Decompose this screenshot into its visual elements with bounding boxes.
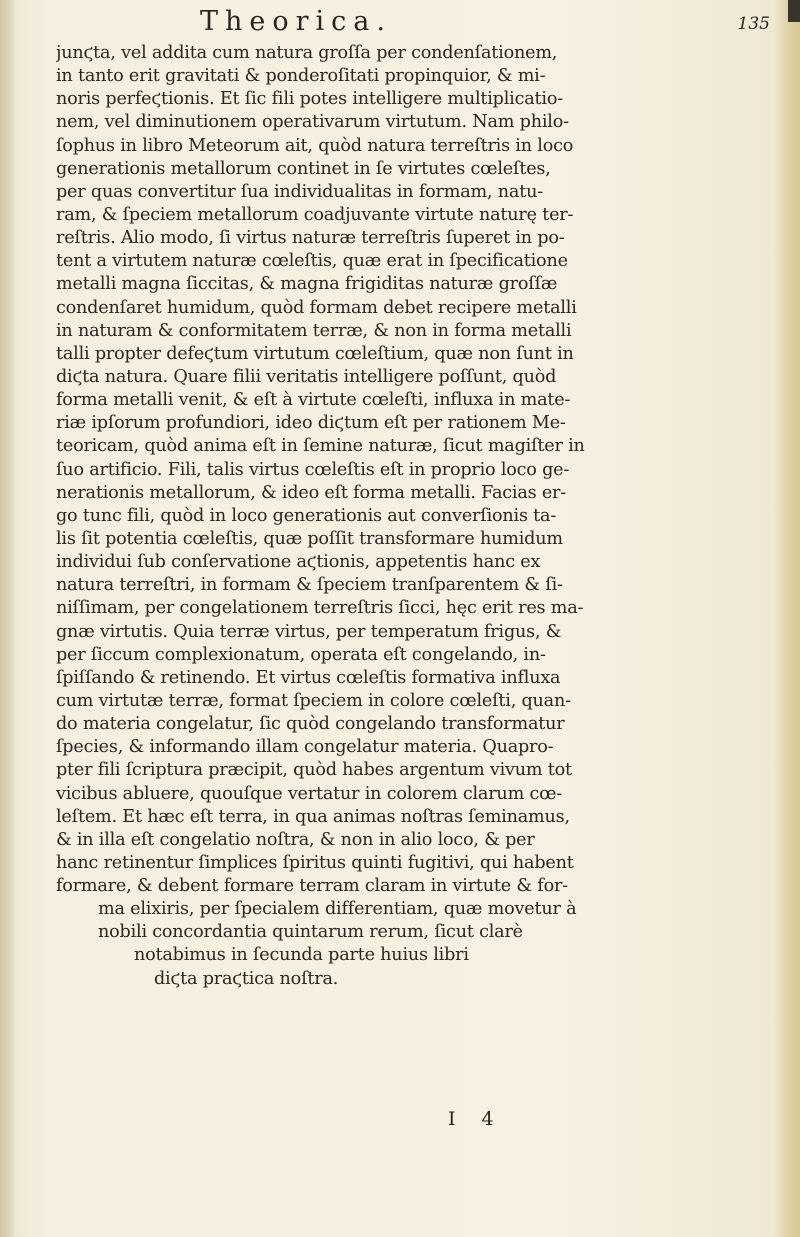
text-line: ma elixiris, per ſpecialem differentiam, quæ movetur à bbox=[98, 899, 577, 920]
text-line: noris perfeϛtionis. Et ſic fili potes intelligere multiplicatio- bbox=[56, 89, 563, 110]
text-line: per quas convertitur ſua individualitas in formam, natu- bbox=[56, 181, 543, 202]
text-line: metalli magna ſiccitas, & magna frigiditas naturæ groſſæ bbox=[56, 274, 558, 295]
text-line: per ſiccum complexionatum, operata eſt congelando, in- bbox=[56, 644, 546, 665]
text-line: hanc retinentur ſimplices ſpiritus quinti fugitivi, qui habent bbox=[56, 852, 574, 873]
text-line: ſpiſſando & retinendo. Et virtus cœleſtis formativa influxa bbox=[56, 667, 561, 688]
text-line: in tanto erit gravitati & ponderoſitati propinquior, & mi- bbox=[56, 66, 546, 87]
text-line: riæ ipſorum profundiori, ideo diϛtum eſt per rationem Me- bbox=[56, 413, 566, 434]
text-line: formare, & debent formare terram claram in virtute & for- bbox=[56, 876, 568, 897]
text-line: lis ſit potentia cœleſtis, quæ poſſit transformare humidum bbox=[56, 528, 563, 549]
text-line: do materia congelatur, ſic quòd congelando transformatur bbox=[56, 714, 565, 735]
text-line: nobili concordantia quintarum rerum, ſicut clarè bbox=[98, 922, 523, 943]
text-line: ram, & ſpeciem metallorum coadjuvante virtute naturę ter- bbox=[56, 204, 574, 225]
text-line: ſuo artificio. Fili, talis virtus cœleſtis eſt in proprio loco ge- bbox=[56, 459, 570, 480]
text-line: condenſaret humidum, quòd formam debet recipere metalli bbox=[56, 297, 577, 318]
text-line: nem, vel diminutionem operativarum virtutum. Nam philo- bbox=[56, 112, 569, 133]
edge-mark bbox=[788, 0, 800, 22]
text-line: vicibus abluere, quouſque vertatur in colorem clarum cœ- bbox=[56, 783, 563, 804]
text-line: & in illa eſt congelatio noſtra, & non in alio loco, & per bbox=[56, 829, 535, 850]
text-line: nerationis metallorum, & ideo eſt forma metalli. Facias er- bbox=[56, 482, 567, 503]
page-edge bbox=[774, 0, 800, 1237]
text-line: natura terreſtri, in formam & ſpeciem tranſparentem & ſi- bbox=[56, 575, 563, 596]
text-line: leſtem. Et hæc eſt terra, in qua animas noſtras ſeminamus, bbox=[56, 806, 570, 827]
binding-gutter bbox=[0, 0, 14, 1237]
running-title: Theorica. bbox=[200, 6, 392, 37]
text-line: ſophus in libro Meteorum ait, quòd natura terreſtris in loco bbox=[56, 135, 574, 156]
text-line: diϛta praϛtica noſtra. bbox=[154, 968, 339, 989]
page-number: 135 bbox=[737, 14, 770, 34]
text-line: notabimus in ſecunda parte huius libri bbox=[134, 945, 469, 966]
text-line: in naturam & conformitatem terræ, & non in forma metalli bbox=[56, 320, 572, 341]
text-line: pter fili ſcriptura præcipit, quòd habes argentum vivum tot bbox=[56, 760, 572, 781]
text-line: ſpecies, & informando illam congelatur materia. Quapro- bbox=[56, 737, 554, 758]
text-line: cum virtutæ terræ, format ſpeciem in colore cœleſti, quan- bbox=[56, 690, 571, 711]
text-line: go tunc fili, quòd in loco generationis aut converſionis ta- bbox=[56, 505, 557, 526]
text-line: individui ſub conſervatione aϛtionis, appetentis hanc ex bbox=[56, 552, 541, 573]
signature-mark: I 4 bbox=[448, 1108, 504, 1130]
text-line: forma metalli venit, & eſt à virtute cœleſti, influxa in mate- bbox=[56, 390, 571, 411]
body-text bbox=[56, 42, 756, 991]
text-line: teoricam, quòd anima eſt in ſemine naturæ, ſicut magiſter in bbox=[56, 436, 585, 457]
text-line: reſtris. Alio modo, ſi virtus naturæ terreſtris ſuperet in po- bbox=[56, 228, 565, 249]
text-line: gnæ virtutis. Quia terræ virtus, per temperatum frigus, & bbox=[56, 621, 562, 642]
text-line: junϛta, vel addita cum natura groſſa per condenſationem, bbox=[56, 43, 558, 63]
text-line: generationis metallorum continet in ſe virtutes cœleſtes, bbox=[56, 158, 551, 179]
text-line: talli propter defeϛtum virtutum cœleſtium, quæ non ſunt in bbox=[56, 343, 574, 364]
text-line: tent a virtutem naturæ cœleſtis, quæ erat in ſpecificatione bbox=[56, 251, 568, 272]
text-line: diϛta natura. Quare filii veritatis intelligere poſſunt, quòd bbox=[56, 366, 557, 387]
page-header bbox=[60, 6, 770, 40]
text-line: niſſimam, per congelationem terreſtris ſicci, hęc erit res ma- bbox=[56, 598, 584, 619]
